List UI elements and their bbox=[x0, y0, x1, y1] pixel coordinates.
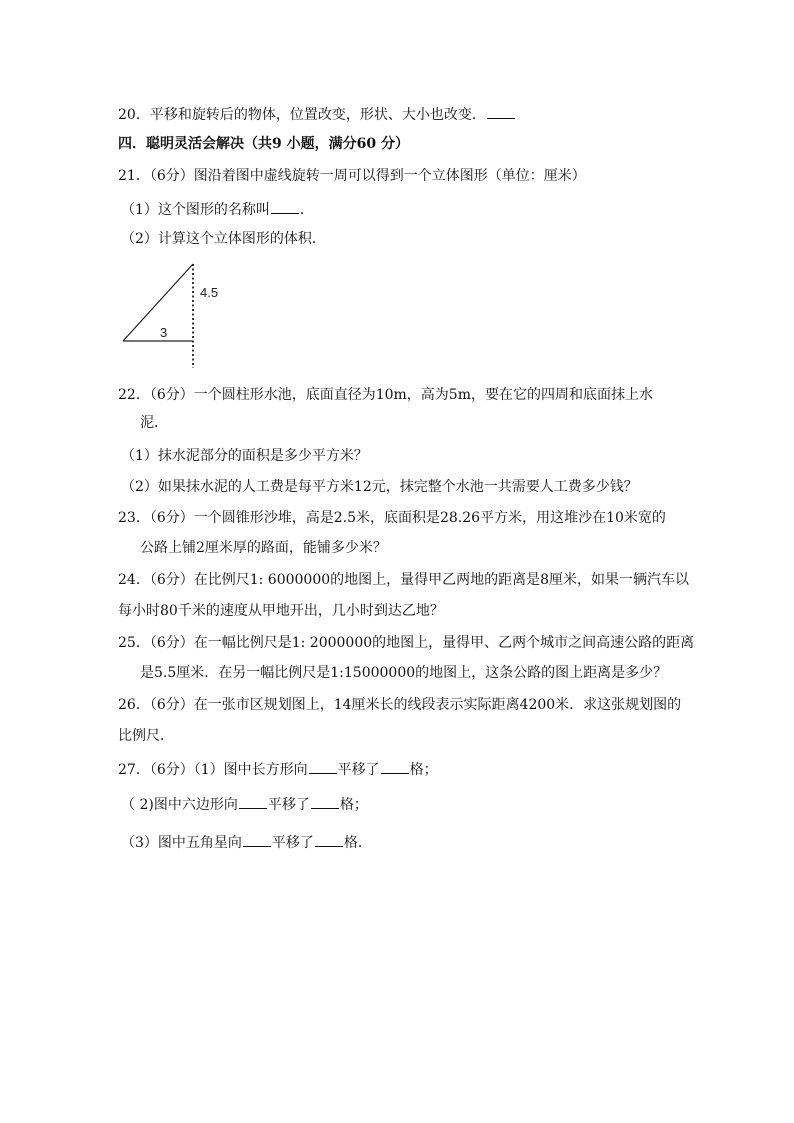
count-blank[interactable] bbox=[381, 759, 409, 774]
part-text: 27．（6分）（1）图中长方形向 bbox=[118, 762, 308, 778]
section-4-heading: 四．聪明灵活会解决（共9 小题，满分60 分） bbox=[118, 136, 409, 152]
part-text: 格； bbox=[339, 797, 368, 813]
question-27-part-2 bbox=[121, 794, 368, 815]
direction-blank[interactable] bbox=[309, 759, 337, 774]
question-27-part-3 bbox=[121, 832, 372, 853]
answer-blank[interactable] bbox=[487, 104, 515, 119]
question-27-part-1 bbox=[118, 759, 438, 780]
part-text-end: ． bbox=[299, 202, 314, 218]
base-label: 3 bbox=[160, 325, 168, 340]
question-21-part-2: （2）计算这个立体图形的体积． bbox=[121, 231, 326, 247]
part-text: 格． bbox=[343, 835, 372, 851]
direction-blank[interactable] bbox=[239, 794, 267, 809]
question-25-line-1: 25．（6分）在一幅比例尺是1: 2000000的地图上，量得甲、乙两个城市之间高速公路的距离 bbox=[118, 635, 695, 651]
question-20-text: 20．平移和旋转后的物体，位置改变，形状、大小也改变． bbox=[118, 107, 486, 123]
question-21-part-1 bbox=[121, 199, 314, 220]
question-24-line-1: 24．（6分）在比例尺1: 6000000的地图上，量得甲乙两地的距离是8厘米，如果一辆汽车以 bbox=[118, 572, 690, 588]
question-22-line-1: 22．（6分）一个圆柱形水池，底面直径为10m，高为5m，要在它的四周和底面抹上水 bbox=[118, 387, 653, 403]
question-26-line-1: 26．（6分）在一张市区规划图上，14厘米长的线段表示实际距离4200米．求这张规划图的 bbox=[118, 697, 682, 713]
direction-blank[interactable] bbox=[243, 832, 271, 847]
part-text: 平移了 bbox=[267, 797, 310, 813]
part-text: （3）图中五角星向 bbox=[121, 835, 242, 851]
count-blank[interactable] bbox=[311, 794, 339, 809]
question-22-part-1: （1）抹水泥部分的面积是多少平方米？ bbox=[121, 448, 368, 464]
part-text: （ 2)图中六边形向 bbox=[121, 797, 238, 813]
part-text: 格； bbox=[409, 762, 438, 778]
question-23-line-1: 23．（6分）一个圆锥形沙堆，高是2.5米，底面积是28.26平方米，用这堆沙在10米宽的 bbox=[118, 510, 666, 526]
question-24-line-2: 每小时80千米的速度从甲地开出，几小时到达乙地？ bbox=[118, 603, 444, 619]
count-blank[interactable] bbox=[315, 832, 343, 847]
part-text: （1）这个图形的名称叫 bbox=[121, 202, 270, 218]
question-23-line-2: 公路上铺2厘米厚的路面，能铺多少米？ bbox=[140, 540, 387, 556]
question-21-stem: 21．（6分）图沿着图中虚线旋转一周可以得到一个立体图形（单位：厘米） bbox=[118, 168, 586, 184]
question-26-line-2: 比例尺． bbox=[118, 728, 174, 744]
part-text: 平移了 bbox=[337, 762, 380, 778]
question-22-part-2: （2）如果抹水泥的人工费是每平方米12元，抹完整个水池一共需要人工费多少钱？ bbox=[121, 479, 638, 495]
question-22-line-2: 泥． bbox=[140, 415, 168, 431]
answer-blank[interactable] bbox=[271, 199, 299, 214]
triangle-hypotenuse bbox=[123, 264, 193, 341]
question-25-line-2: 是5.5厘米．在另一幅比例尺是1:15000000的地图上，这条公路的图上距离是多少？ bbox=[140, 665, 668, 681]
height-label: 4.5 bbox=[200, 285, 219, 300]
part-text: 平移了 bbox=[271, 835, 314, 851]
question-20 bbox=[118, 104, 516, 125]
triangle-figure bbox=[118, 262, 228, 372]
